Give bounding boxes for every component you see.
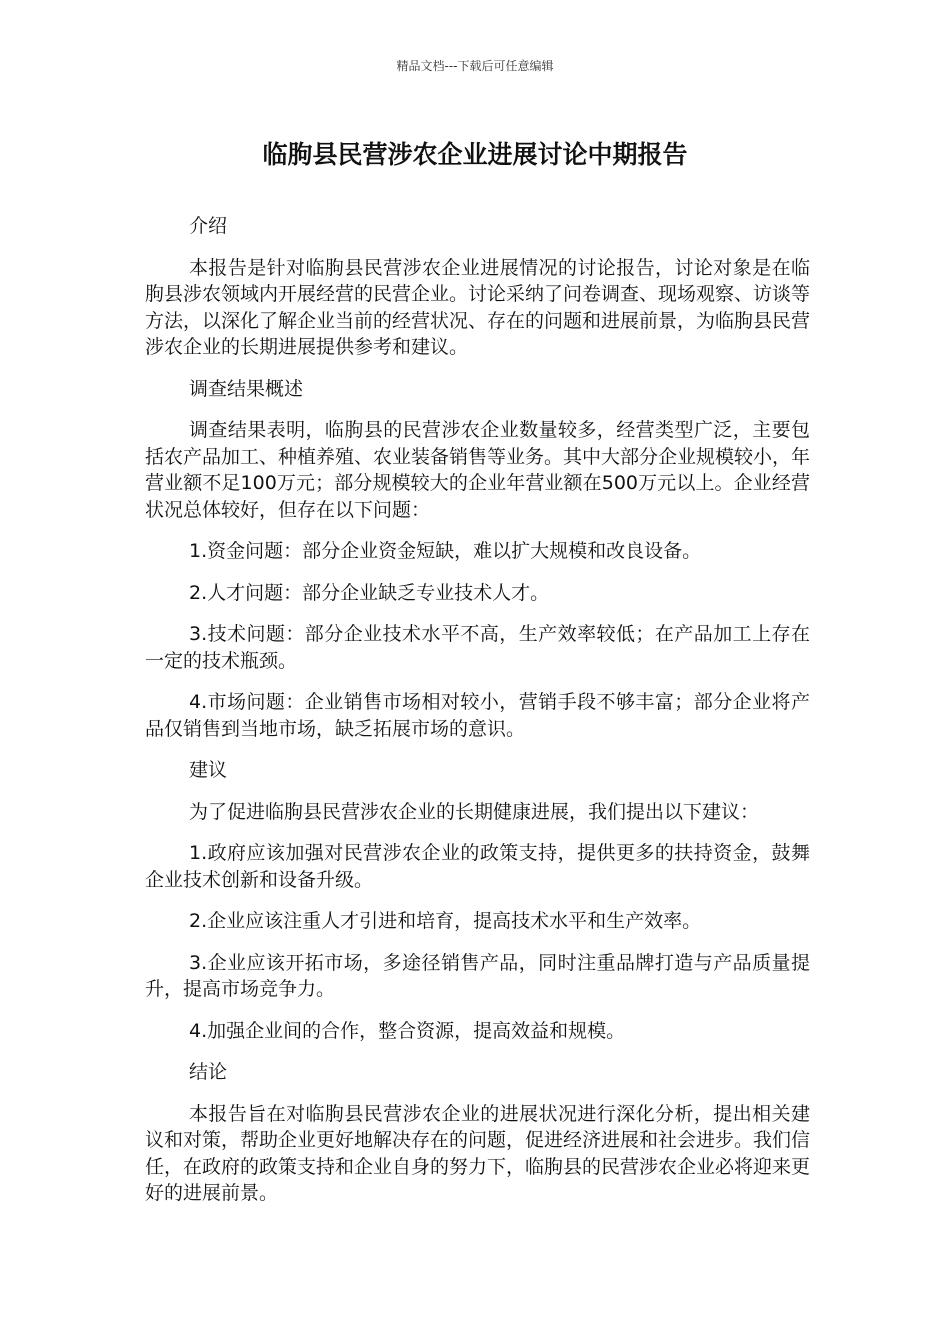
suggestion-item-1: 1.政府应该加强对民营涉农企业的政策支持，提供更多的扶持资金，鼓舞企业技术创新和设备升级。 xyxy=(145,842,810,891)
intro-paragraph: 本报告是针对临朐县民营涉农企业进展情况的讨论报告，讨论对象是在临朐县涉农领域内开展经营的民营企业。讨论采纳了问卷调查、现场观察、访谈等方法，以深化了解企业当前的经营状况、存在的问题和进展前景，为临朐县民营涉农企业的长期进展提供参考和建议。 xyxy=(145,256,811,358)
suggestions-intro: 为了促进临朐县民营涉农企业的长期健康进展，我们提出以下建议： xyxy=(189,800,760,823)
suggestion-item-3: 3.企业应该开拓市场，多途径销售产品，同时注重品牌打造与产品质量提升，提高市场竞争力。 xyxy=(145,951,810,1000)
problem-item-2: 2.人才问题：部分企业缺乏专业技术人才。 xyxy=(189,581,550,604)
problem-item-1: 1.资金问题：部分企业资金短缺，难以扩大规模和改良设备。 xyxy=(189,540,702,562)
conclusion-paragraph: 本报告旨在对临朐县民营涉农企业的进展状况进行深化分析，提出相关建议和对策，帮助企业更好地解决存在的问题，促进经济进展和社会进步。我们信任，在政府的政策支持和企业自身的努力下，临朐县的民营涉农企业必将迎来更好的进展前景。 xyxy=(145,1102,811,1204)
page-header-note: 精品文档---下载后可任意编辑 xyxy=(396,59,554,73)
document-title: 临朐县民营涉农企业进展讨论中期报告 xyxy=(262,140,688,169)
survey-paragraph: 调查结果表明，临朐县的民营涉农企业数量较多，经营类型广泛，主要包括农产品加工、种植养殖、农业装备销售等业务。其中大部分企业规模较小，年营业额不足100万元；部分规模较大的企业年营业额在500万元以上。企业经营状况总体较好，但存在以下问题： xyxy=(145,419,811,521)
document-body xyxy=(145,213,810,1222)
section-heading-suggestions: 建议 xyxy=(189,759,228,781)
suggestion-item-2: 2.企业应该注重人才引进和培育，提高技术水平和生产效率。 xyxy=(189,910,702,932)
section-heading-intro: 介绍 xyxy=(189,215,228,237)
suggestion-item-4: 4.加强企业间的合作，整合资源，提高效益和规模。 xyxy=(189,1019,626,1042)
section-heading-survey: 调查结果概述 xyxy=(189,377,304,400)
problem-item-4: 4.市场问题：企业销售市场相对较小，营销手段不够丰富；部分企业将产品仅销售到当地市场，缺乏拓展市场的意识。 xyxy=(145,691,810,740)
section-heading-conclusion: 结论 xyxy=(189,1061,228,1083)
problem-item-3: 3.技术问题：部分企业技术水平不高，生产效率较低；在产品加工上存在一定的技术瓶颈。 xyxy=(145,623,810,672)
